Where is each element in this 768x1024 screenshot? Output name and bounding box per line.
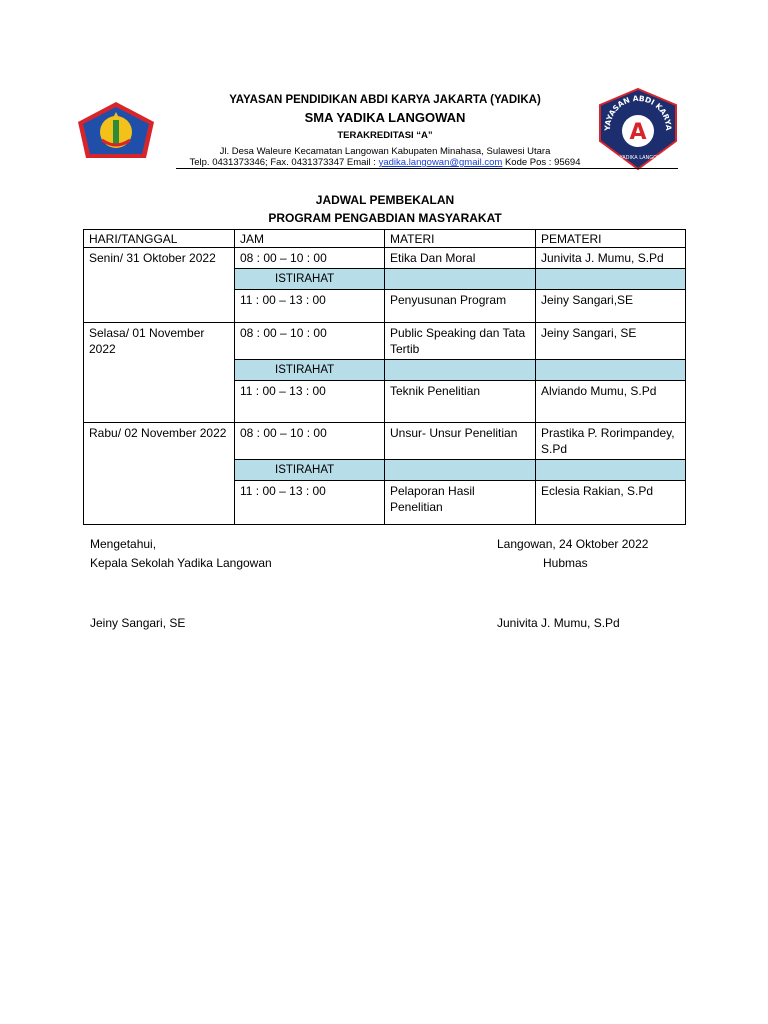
school-name: SMA YADIKA LANGOWAN	[304, 110, 466, 125]
column-header: PEMATERI	[536, 230, 686, 248]
acknowledged-label: Mengetahui,	[90, 537, 157, 551]
hubmas-name: Junivita J. Mumu, S.Pd	[497, 616, 620, 630]
email-link[interactable]: yadika.langowan@gmail.com	[378, 157, 503, 168]
speaker-cell: Prastika P. Rorimpandey, S.Pd	[536, 423, 686, 460]
break-empty-cell	[536, 360, 686, 381]
schedule-table	[83, 229, 686, 525]
principal-title: Kepala Sekolah Yadika Langowan	[90, 556, 272, 570]
hubmas-title: Hubmas	[543, 556, 588, 570]
school-address: Jl. Desa Waleure Kecamatan Langowan Kabupaten Minahasa, Sulawesi Utara	[219, 146, 551, 157]
topic-cell: Penyusunan Program	[385, 290, 536, 323]
break-cell: ISTIRAHAT	[235, 360, 385, 381]
topic-cell: Unsur- Unsur Penelitian	[385, 423, 536, 460]
column-header: MATERI	[385, 230, 536, 248]
column-header: JAM	[235, 230, 385, 248]
right-logo-arc-text: YAYASAN ABDI KARYA	[602, 93, 674, 131]
table-header-row	[84, 230, 686, 248]
topic-cell: Teknik Penelitian	[385, 381, 536, 423]
table-row	[84, 248, 686, 269]
table-row	[84, 323, 686, 360]
right-logo-subtext: SMA YADIKA LANGOWAN	[607, 155, 669, 161]
table-row	[84, 423, 686, 460]
topic-cell: Etika Dan Moral	[385, 248, 536, 269]
contact-prefix: Telp. 0431373346; Fax. 0431373347 Email :	[189, 157, 379, 168]
day-cell: Rabu/ 02 November 2022	[84, 423, 235, 525]
document-title: JADWAL PEMBEKALAN	[315, 193, 455, 207]
principal-name: Jeiny Sangari, SE	[90, 616, 186, 630]
postal-code: Kode Pos : 95694	[502, 157, 581, 168]
day-cell: Senin/ 31 Oktober 2022	[84, 248, 235, 323]
foundation-name: YAYASAN PENDIDIKAN ABDI KARYA JAKARTA (YADIKA)	[229, 94, 541, 106]
column-header: HARI/TANGGAL	[84, 230, 235, 248]
time-cell: 11 : 00 – 13 : 00	[235, 381, 385, 423]
day-cell: Selasa/ 01 November 2022	[84, 323, 235, 423]
accreditation: TERAKREDITASI “A”	[337, 130, 433, 141]
speaker-cell: Eclesia Rakian, S.Pd	[536, 481, 686, 525]
break-empty-cell	[385, 269, 536, 290]
header-divider	[176, 168, 678, 169]
break-cell: ISTIRAHAT	[235, 460, 385, 481]
speaker-cell: Alviando Mumu, S.Pd	[536, 381, 686, 423]
break-empty-cell	[385, 360, 536, 381]
break-empty-cell	[385, 460, 536, 481]
topic-cell: Public Speaking dan Tata Tertib	[385, 323, 536, 360]
topic-cell: Pelaporan Hasil Penelitian	[385, 481, 536, 525]
time-cell: 08 : 00 – 10 : 00	[235, 423, 385, 460]
right-logo-letter: A	[629, 120, 647, 145]
time-cell: 11 : 00 – 13 : 00	[235, 481, 385, 525]
time-cell: 11 : 00 – 13 : 00	[235, 290, 385, 323]
contact-line	[120, 157, 650, 168]
speaker-cell: Junivita J. Mumu, S.Pd	[536, 248, 686, 269]
speaker-cell: Jeiny Sangari, SE	[536, 323, 686, 360]
document-subtitle: PROGRAM PENGABDIAN MASYARAKAT	[268, 211, 502, 225]
break-empty-cell	[536, 460, 686, 481]
place-date: Langowan, 24 Oktober 2022	[497, 537, 649, 551]
break-empty-cell	[536, 269, 686, 290]
speaker-cell: Jeiny Sangari,SE	[536, 290, 686, 323]
time-cell: 08 : 00 – 10 : 00	[235, 323, 385, 360]
break-cell: ISTIRAHAT	[235, 269, 385, 290]
time-cell: 08 : 00 – 10 : 00	[235, 248, 385, 269]
